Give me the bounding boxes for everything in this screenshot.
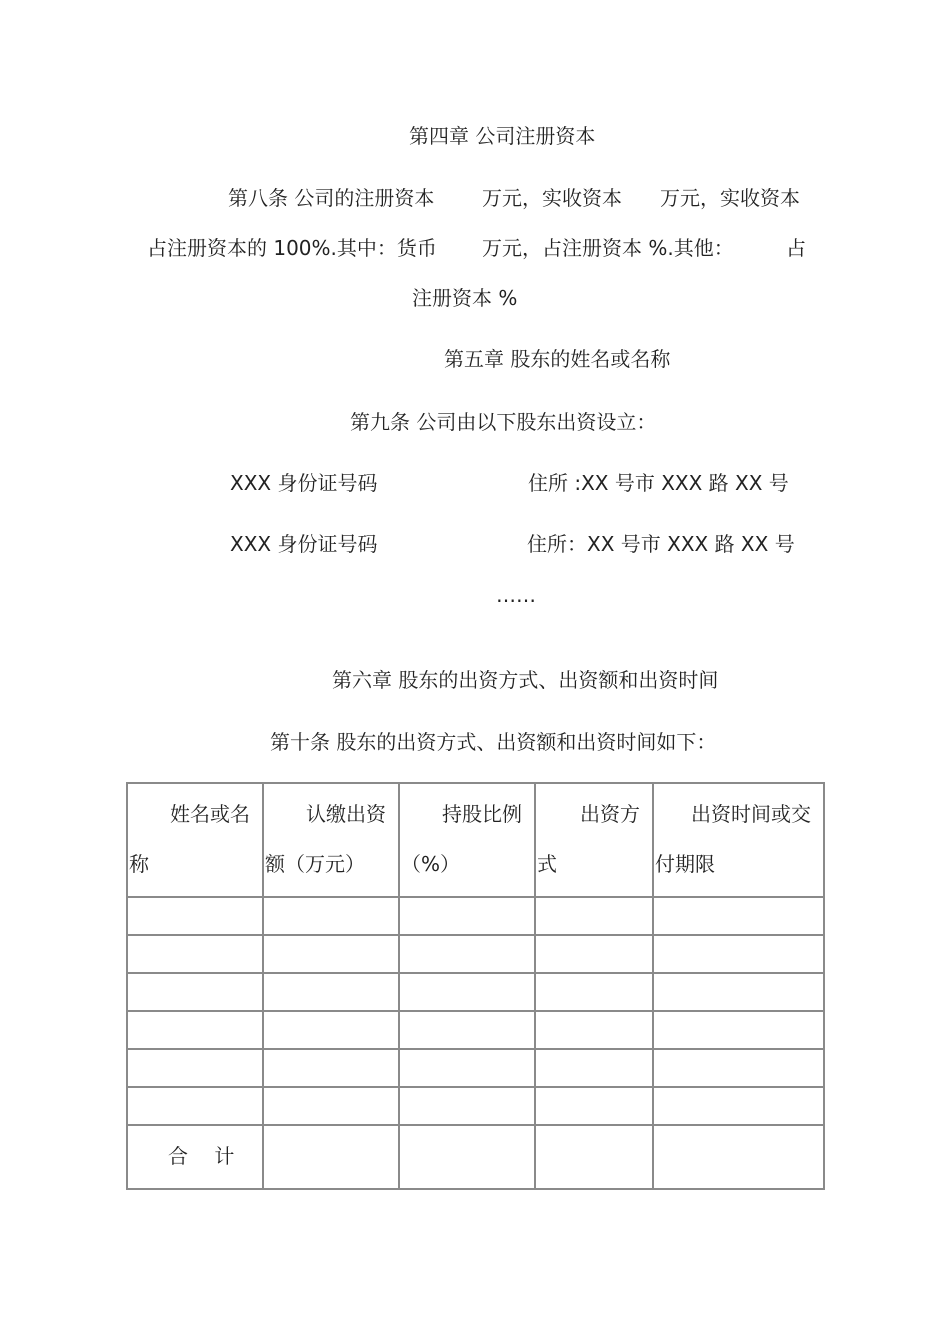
capital-contribution-table [126, 782, 825, 1190]
table-cell [653, 1125, 824, 1189]
table-cell [399, 1087, 535, 1125]
table-cell [399, 1049, 535, 1087]
article8-line3: 注册资本 % [412, 286, 518, 310]
table-cell [653, 1049, 824, 1087]
shareholder-1-name: XXX 身份证号码 [230, 471, 378, 495]
table-cell [399, 1125, 535, 1189]
table-row [127, 1011, 824, 1049]
article8-line2-part2: 万元，占注册资本 %.其他： [482, 236, 734, 260]
table-cell [263, 897, 399, 935]
table-cell [127, 1087, 263, 1125]
table-row [127, 1087, 824, 1125]
table-cell [653, 1087, 824, 1125]
table-cell [399, 897, 535, 935]
table-row [127, 1049, 824, 1087]
table-cell [127, 973, 263, 1011]
table-row [127, 897, 824, 935]
ellipsis: …… [496, 583, 536, 607]
table-cell [399, 1011, 535, 1049]
shareholder-2-address: 住所：XX 号市 XXX 路 XX 号 [527, 532, 795, 556]
table-cell [263, 1087, 399, 1125]
table-cell [399, 935, 535, 973]
table-row [127, 935, 824, 973]
table-cell [263, 1125, 399, 1189]
table-cell [535, 897, 653, 935]
table-cell [535, 935, 653, 973]
header-cell-amount [263, 783, 399, 897]
header-text: 认缴出资 [306, 802, 386, 826]
table-cell [535, 1049, 653, 1087]
article8-line1-part3: 万元，实收资本 [660, 186, 800, 210]
header-text: 出资方 [580, 802, 640, 826]
total-label: 合 计 [168, 1144, 245, 1168]
table-cell [263, 1049, 399, 1087]
table-cell [535, 1011, 653, 1049]
table-cell [535, 1087, 653, 1125]
article8-line2-part1: 占注册资本的 100%.其中：货币 [147, 236, 437, 260]
header-text: 称 [129, 852, 149, 876]
chapter5-title: 第五章 股东的姓名或名称 [444, 347, 671, 371]
table-cell [535, 1125, 653, 1189]
chapter4-title: 第四章 公司注册资本 [409, 124, 596, 148]
header-cell-name [127, 783, 263, 897]
article8-line1-part1: 第八条 公司的注册资本 [228, 186, 435, 210]
article9: 第九条 公司由以下股东出资设立： [350, 410, 657, 434]
shareholder-2-name: XXX 身份证号码 [230, 532, 378, 556]
table-cell [653, 897, 824, 935]
table-cell [263, 973, 399, 1011]
table-cell [399, 973, 535, 1011]
article8-line2-part3: 占 [786, 236, 806, 260]
table-cell [535, 973, 653, 1011]
table-cell [653, 935, 824, 973]
table-total-row [127, 1125, 824, 1189]
header-text: 出资时间或交 [691, 802, 811, 826]
header-text: 付期限 [655, 852, 715, 876]
article8-line1-part2: 万元，实收资本 [482, 186, 622, 210]
table-cell [263, 935, 399, 973]
header-text: 额（万元） [265, 852, 365, 876]
header-text: 式 [537, 852, 557, 876]
header-cell-time [653, 783, 824, 897]
header-text: 姓名或名 [170, 802, 250, 826]
table-cell [127, 935, 263, 973]
header-text: 持股比例 [442, 802, 522, 826]
table-cell [127, 897, 263, 935]
header-cell-method [535, 783, 653, 897]
table-cell [127, 1049, 263, 1087]
total-label-cell [127, 1125, 263, 1189]
table-cell [653, 1011, 824, 1049]
header-text: （%） [401, 852, 461, 876]
header-cell-ratio [399, 783, 535, 897]
chapter6-title: 第六章 股东的出资方式、出资额和出资时间 [332, 668, 719, 692]
table-cell [127, 1011, 263, 1049]
table-cell [263, 1011, 399, 1049]
table-row [127, 973, 824, 1011]
table-header-row [127, 783, 824, 897]
table-cell [653, 973, 824, 1011]
shareholder-1-address: 住所 :XX 号市 XXX 路 XX 号 [528, 471, 789, 495]
article10: 第十条 股东的出资方式、出资额和出资时间如下： [270, 730, 717, 754]
